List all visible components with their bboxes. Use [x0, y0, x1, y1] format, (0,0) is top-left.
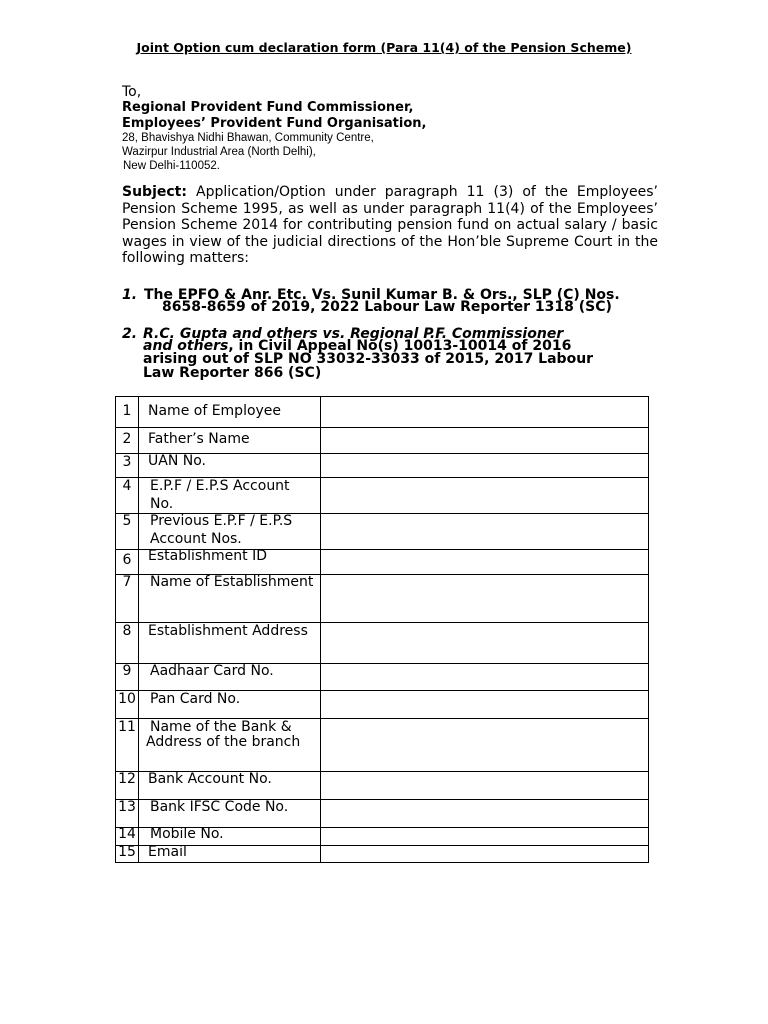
field-value-cell[interactable]	[321, 550, 648, 574]
field-label: Aadhaar Card No.	[150, 663, 274, 679]
matter-2-line-3: arising out of SLP NO 33032-33033 of 2015, 2017 Labour	[143, 351, 594, 367]
row-number: 12	[118, 771, 136, 787]
field-value-cell[interactable]	[321, 478, 648, 513]
form-title: Joint Option cum declaration form (Para 11(4) of the Pension Scheme)	[136, 40, 632, 55]
row-number: 9	[122, 663, 132, 679]
subject-text: Application/Option under paragraph 11 (3) of the Employees’ Pension Scheme 1995, as well as under paragraph 11(4) of the Employees’ Pension Scheme 2014 for contributing pension fund on actual salary / basic wages in view of the judicial directions of the Hon’ble Supreme Court in the following matters:	[122, 184, 659, 266]
field-value-cell[interactable]	[321, 772, 648, 799]
field-label: Establishment Address	[148, 623, 308, 639]
field-value-cell[interactable]	[321, 575, 648, 622]
row-number: 10	[118, 691, 136, 707]
field-label: Bank Account No.	[148, 771, 272, 787]
matter-1-line-2: 8658-8659 of 2019, 2022 Labour Law Reporter 1318 (SC)	[162, 299, 612, 315]
row-number: 11	[118, 719, 136, 735]
table-row-border	[115, 862, 649, 863]
matter-2-line-2-rest: , in Civil Appeal No(s) 10013-10014 of 2016	[228, 338, 572, 354]
field-label-continued: Address of the branch	[146, 734, 301, 750]
row-number: 7	[122, 574, 132, 590]
subject-label: Subject:	[122, 184, 187, 200]
field-label: Father’s Name	[148, 431, 250, 447]
subject-paragraph	[122, 184, 658, 267]
matter-2-line-4: Law Reporter 866 (SC)	[143, 365, 322, 381]
field-label: UAN No.	[148, 453, 206, 469]
field-value-cell[interactable]	[321, 428, 648, 453]
matter-2-line-1: R.C. Gupta and others vs. Regional P.F. Commissioner	[143, 326, 564, 342]
row-number: 6	[122, 552, 132, 568]
employee-details-table	[115, 396, 649, 862]
field-value-cell[interactable]	[321, 800, 648, 827]
field-label: Name of Establishment	[150, 574, 314, 590]
field-label: Name of Employee	[148, 403, 282, 419]
row-number: 1	[122, 403, 132, 419]
row-number: 13	[118, 799, 136, 815]
addressee-title: Regional Provident Fund Commissioner,	[122, 100, 414, 115]
address-line-2: Wazirpur Industrial Area (North Delhi),	[122, 146, 316, 158]
field-label: Name of the Bank &	[150, 719, 292, 735]
field-value-cell[interactable]	[321, 691, 648, 718]
field-value-cell[interactable]	[321, 454, 648, 477]
field-label: Email	[148, 844, 187, 860]
field-value-cell[interactable]	[321, 514, 648, 549]
row-number: 4	[122, 478, 132, 494]
field-label: Previous E.P.F / E.P.S	[150, 513, 293, 529]
row-number: 15	[118, 844, 136, 860]
field-label: Mobile No.	[150, 826, 224, 842]
matter-2-number: 2.	[122, 326, 138, 342]
address-line-3: New Delhi-110052.	[123, 160, 220, 172]
field-value-cell[interactable]	[321, 623, 648, 663]
field-value-cell[interactable]	[321, 397, 648, 427]
table-column-border	[138, 396, 139, 862]
table-column-border	[648, 396, 649, 862]
field-value-cell[interactable]	[321, 828, 648, 845]
field-label: Pan Card No.	[150, 691, 241, 707]
addressee-block	[122, 84, 662, 173]
row-number: 5	[122, 513, 132, 529]
row-number: 3	[122, 454, 132, 470]
row-number: 2	[122, 431, 132, 447]
field-value-cell[interactable]	[321, 719, 648, 771]
field-label: Establishment ID	[148, 548, 268, 564]
field-label-continued: Account Nos.	[150, 531, 242, 547]
field-label: E.P.F / E.P.S Account	[150, 478, 290, 494]
row-number: 14	[118, 826, 136, 842]
row-number: 8	[122, 623, 132, 639]
matter-2-line-2-italic: and others	[143, 338, 229, 354]
field-label-continued: No.	[150, 496, 174, 512]
field-label: Bank IFSC Code No.	[150, 799, 289, 815]
salutation: To,	[122, 84, 142, 100]
field-value-cell[interactable]	[321, 664, 648, 690]
address-line-1: 28, Bhavishya Nidhi Bhawan, Community Centre,	[122, 132, 374, 144]
addressee-organisation: Employees’ Provident Fund Organisation,	[122, 115, 427, 131]
field-value-cell[interactable]	[321, 846, 648, 862]
matter-1-number: 1.	[122, 287, 138, 303]
matter-1-line-1: The EPFO & Anr. Etc. Vs. Sunil Kumar B. & Ors., SLP (C) Nos.	[144, 287, 620, 303]
